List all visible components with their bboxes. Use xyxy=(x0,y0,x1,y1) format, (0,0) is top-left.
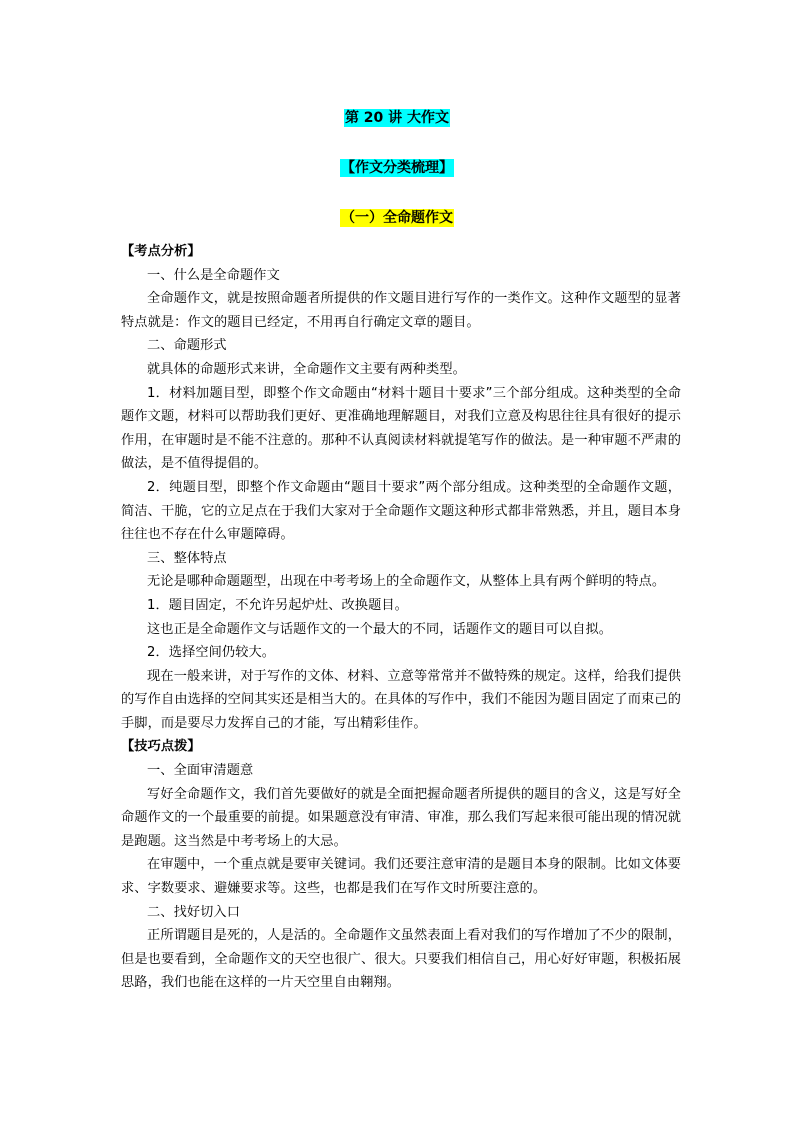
paragraph: 1．题目固定，不允许另起炉灶、改换题目。 xyxy=(147,597,408,613)
paragraph: 1．材料加题目型，即整个作文命题由“材料十题目十要求”三个部分组成。这种类型的全命题作文题，材料可以帮助我们更好、更准确地理解题目，对我们立意及构思往往具有很好的提示作用，在审题时是不能不注意的。那种不认真阅读材料就提笔写作的做法。是一种审题不严肃的做法，是不值得提倡的。 xyxy=(121,385,681,472)
paragraph: 写好全命题作文，我们首先要做好的就是全面把握命题者所提供的题目的含义，这是写好全命题作文的一个最重要的前提。如果题意没有审清、审准，那么我们写起来很可能出现的情况就是跑题。这当然是中考考场上的大忌。 xyxy=(121,786,681,849)
sub-heading: 二、找好切入口 xyxy=(147,904,241,920)
title-wrap xyxy=(0,107,794,128)
subtitle-wrap xyxy=(0,157,794,178)
part-title: （一）全命题作文 xyxy=(341,210,453,226)
paragraph: 现在一般来讲，对于写作的文体、材料、立意等常常并不做特殊的规定。这样，给我们提供的写作自由选择的空间其实还是相当大的。在具体的写作中，我们不能因为题目固定了而束己的手脚，而是要尽力发挥自己的才能，写出精彩佳作。 xyxy=(121,668,681,731)
paragraph: 2．选择空间仍较大。 xyxy=(147,645,276,661)
paragraph: 全命题作文，就是按照命题者所提供的作文题目进行写作的一类作文。这种作文题型的显著特点就是：作文的题目已经定，不用再自行确定文章的题目。 xyxy=(121,291,681,330)
part-title-wrap xyxy=(0,207,794,228)
page-title: 第 20 讲 大作文 xyxy=(344,110,450,126)
section-subtitle: 【作文分类梳理】 xyxy=(341,160,453,176)
sub-heading: 一、全面审清题意 xyxy=(147,763,254,779)
document-body xyxy=(121,240,681,995)
paragraph: 这也正是全命题作文与话题作文的一个最大的不同，话题作文的题目可以自拟。 xyxy=(147,621,613,637)
sub-heading: 二、命题形式 xyxy=(147,338,227,354)
sub-heading: 三、整体特点 xyxy=(147,550,227,566)
paragraph: 在审题中，一个重点就是要审关键词。我们还要注意审清的是题目本身的限制。比如文体要求、字数要求、避嫌要求等。这些，也都是我们在写作文时所要注意的。 xyxy=(121,857,681,897)
paragraph: 正所谓题目是死的，人是活的。全命题作文虽然表面上看对我们的写作增加了不少的限制，但是也要看到，全命题作文的天空也很广、很大。只要我们相信自己，用心好好审题，积极拓展思路，我们也能在这样的一片天空里自由翱翔。 xyxy=(121,928,681,991)
paragraph: 无论是哪种命题题型，出现在中考考场上的全命题作文，从整体上具有两个鲜明的特点。 xyxy=(147,574,666,590)
section-heading: 【考点分析】 xyxy=(121,244,201,259)
paragraph: 就具体的命题形式来讲，全命题作文主要有两种类型。 xyxy=(147,361,466,377)
sub-heading: 一、什么是全命题作文 xyxy=(147,267,280,283)
paragraph: 2．纯题目型，即整个作文命题由“题目十要求”两个部分组成。这种类型的全命题作文题，简洁、干脆，它的立足点在于我们大家对于全命题作文题这种形式都非常熟悉，并且，题目本身往往也不存在什么审题障碍。 xyxy=(121,479,681,543)
section-heading: 【技巧点拨】 xyxy=(121,739,201,755)
